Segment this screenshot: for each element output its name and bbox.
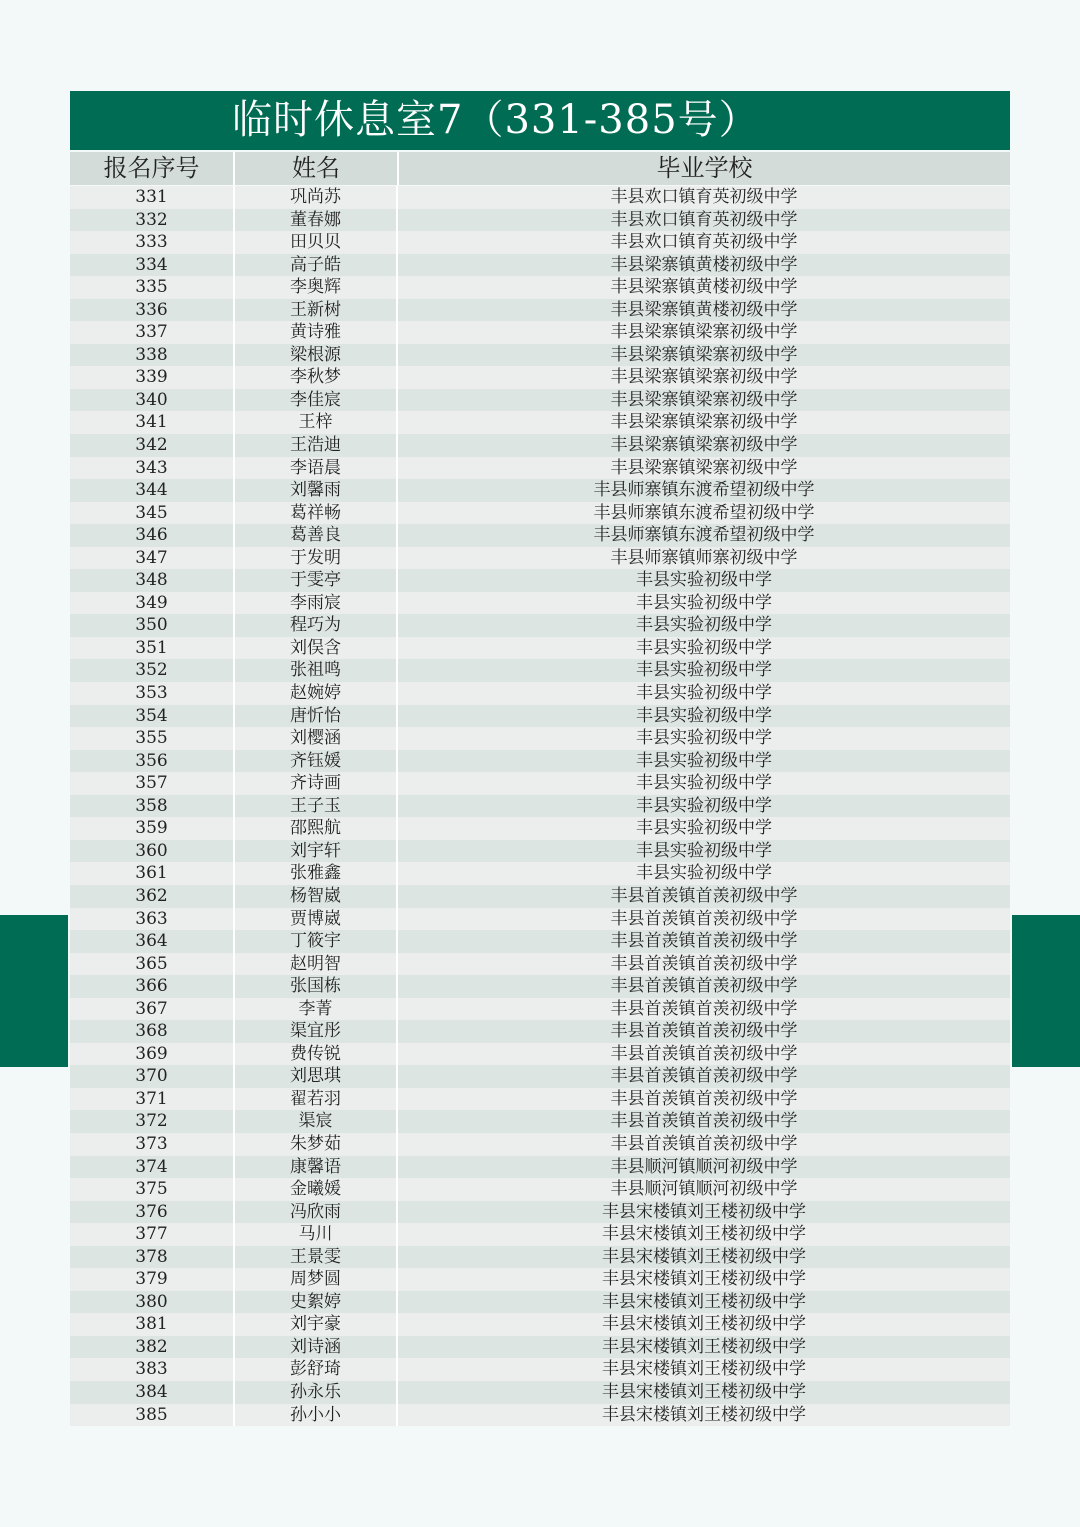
registration-number-cell: 350 (70, 614, 233, 637)
student-name-cell: 渠宸 (233, 1110, 396, 1133)
registration-number-cell: 362 (70, 885, 233, 908)
table-row (70, 1246, 1010, 1269)
student-name-cell: 康馨语 (233, 1156, 396, 1179)
student-name-cell: 彭舒琦 (233, 1358, 396, 1381)
school-cell: 丰县欢口镇育英初级中学 (396, 231, 1010, 254)
registration-number-cell: 341 (70, 411, 233, 434)
table-row (70, 547, 1010, 570)
student-name-cell: 唐忻怡 (233, 705, 396, 728)
school-cell: 丰县宋楼镇刘王楼初级中学 (396, 1268, 1010, 1291)
registration-number-cell: 370 (70, 1065, 233, 1088)
student-name-cell: 葛善良 (233, 524, 396, 547)
table-row (70, 862, 1010, 885)
table-row (70, 705, 1010, 728)
registration-number-cell: 352 (70, 659, 233, 682)
table-row (70, 772, 1010, 795)
registration-number-cell: 361 (70, 862, 233, 885)
school-cell: 丰县宋楼镇刘王楼初级中学 (396, 1404, 1010, 1427)
table-row (70, 1065, 1010, 1088)
school-cell: 丰县顺河镇顺河初级中学 (396, 1178, 1010, 1201)
registration-number-cell: 383 (70, 1358, 233, 1381)
school-cell: 丰县梁寨镇梁寨初级中学 (396, 344, 1010, 367)
registration-number-cell: 346 (70, 524, 233, 547)
school-cell: 丰县欢口镇育英初级中学 (396, 209, 1010, 232)
school-cell: 丰县实验初级中学 (396, 750, 1010, 773)
registration-number-cell: 374 (70, 1156, 233, 1179)
table-row (70, 1110, 1010, 1133)
school-cell: 丰县实验初级中学 (396, 592, 1010, 615)
student-name-cell: 于发明 (233, 547, 396, 570)
table-row (70, 1201, 1010, 1224)
school-cell: 丰县宋楼镇刘王楼初级中学 (396, 1358, 1010, 1381)
student-name-cell: 于雯亭 (233, 569, 396, 592)
school-cell: 丰县实验初级中学 (396, 772, 1010, 795)
school-cell: 丰县首羡镇首羡初级中学 (396, 930, 1010, 953)
registration-number-cell: 363 (70, 908, 233, 931)
registration-number-cell: 360 (70, 840, 233, 863)
school-cell: 丰县梁寨镇梁寨初级中学 (396, 457, 1010, 480)
table-row (70, 1156, 1010, 1179)
registration-number-cell: 331 (70, 186, 233, 209)
table-row (70, 502, 1010, 525)
school-cell: 丰县梁寨镇梁寨初级中学 (396, 366, 1010, 389)
registration-number-cell: 345 (70, 502, 233, 525)
table-row (70, 637, 1010, 660)
student-name-cell: 李佳宸 (233, 389, 396, 412)
table-row (70, 186, 1010, 209)
table-row (70, 209, 1010, 232)
table-row (70, 1088, 1010, 1111)
table-row (70, 592, 1010, 615)
registration-number-cell: 347 (70, 547, 233, 570)
registration-number-cell: 378 (70, 1246, 233, 1269)
registration-number-cell: 364 (70, 930, 233, 953)
registration-number-cell: 357 (70, 772, 233, 795)
school-cell: 丰县首羡镇首羡初级中学 (396, 1088, 1010, 1111)
student-name-cell: 王浩迪 (233, 434, 396, 457)
registration-number-cell: 380 (70, 1291, 233, 1314)
student-name-cell: 丁筱宇 (233, 930, 396, 953)
table-row (70, 366, 1010, 389)
student-name-cell: 渠宜彤 (233, 1020, 396, 1043)
registration-number-cell: 359 (70, 817, 233, 840)
student-name-cell: 史絮婷 (233, 1291, 396, 1314)
table-row (70, 1178, 1010, 1201)
registration-number-cell: 349 (70, 592, 233, 615)
school-cell: 丰县宋楼镇刘王楼初级中学 (396, 1291, 1010, 1314)
registration-number-cell: 375 (70, 1178, 233, 1201)
student-name-cell: 黄诗雅 (233, 321, 396, 344)
registration-number-cell: 382 (70, 1336, 233, 1359)
school-cell: 丰县首羡镇首羡初级中学 (396, 885, 1010, 908)
registration-number-cell: 373 (70, 1133, 233, 1156)
table-row (70, 840, 1010, 863)
registration-number-cell: 338 (70, 344, 233, 367)
registration-number-cell: 336 (70, 299, 233, 322)
table-row (70, 389, 1010, 412)
header-registration-number: 报名序号 (70, 152, 233, 185)
table-row (70, 1043, 1010, 1066)
school-cell: 丰县宋楼镇刘王楼初级中学 (396, 1246, 1010, 1269)
school-cell: 丰县宋楼镇刘王楼初级中学 (396, 1313, 1010, 1336)
student-name-cell: 冯欣雨 (233, 1201, 396, 1224)
registration-number-cell: 355 (70, 727, 233, 750)
registration-number-cell: 367 (70, 998, 233, 1021)
school-cell: 丰县师寨镇东渡希望初级中学 (396, 502, 1010, 525)
student-name-cell: 李菁 (233, 998, 396, 1021)
school-cell: 丰县首羡镇首羡初级中学 (396, 998, 1010, 1021)
student-name-cell: 刘思琪 (233, 1065, 396, 1088)
table-row (70, 975, 1010, 998)
school-cell: 丰县梁寨镇梁寨初级中学 (396, 321, 1010, 344)
table-row (70, 321, 1010, 344)
student-name-cell: 张祖鸣 (233, 659, 396, 682)
student-name-cell: 周梦圆 (233, 1268, 396, 1291)
table-row (70, 817, 1010, 840)
table-row (70, 795, 1010, 818)
table-row (70, 479, 1010, 502)
table-row (70, 1404, 1010, 1427)
student-name-cell: 贾博崴 (233, 908, 396, 931)
table-row (70, 411, 1010, 434)
table-row (70, 344, 1010, 367)
registration-number-cell: 379 (70, 1268, 233, 1291)
student-name-cell: 高子皓 (233, 254, 396, 277)
school-cell: 丰县梁寨镇黄楼初级中学 (396, 254, 1010, 277)
student-name-cell: 刘宇豪 (233, 1313, 396, 1336)
table-row (70, 524, 1010, 547)
student-name-cell: 孙小小 (233, 1404, 396, 1427)
school-cell: 丰县梁寨镇梁寨初级中学 (396, 434, 1010, 457)
table-row (70, 750, 1010, 773)
roster-sheet (70, 91, 1010, 1426)
school-cell: 丰县梁寨镇黄楼初级中学 (396, 276, 1010, 299)
school-cell: 丰县首羡镇首羡初级中学 (396, 908, 1010, 931)
student-name-cell: 齐钰媛 (233, 750, 396, 773)
student-name-cell: 田贝贝 (233, 231, 396, 254)
school-cell: 丰县实验初级中学 (396, 682, 1010, 705)
student-name-cell: 杨智崴 (233, 885, 396, 908)
table-row (70, 727, 1010, 750)
school-cell: 丰县师寨镇东渡希望初级中学 (396, 479, 1010, 502)
header-school: 毕业学校 (399, 152, 1010, 185)
student-name-cell: 巩尚苏 (233, 186, 396, 209)
student-name-cell: 刘俣含 (233, 637, 396, 660)
student-name-cell: 王景雯 (233, 1246, 396, 1269)
school-cell: 丰县首羡镇首羡初级中学 (396, 1065, 1010, 1088)
registration-number-cell: 337 (70, 321, 233, 344)
header-name: 姓名 (235, 152, 397, 185)
student-name-cell: 齐诗画 (233, 772, 396, 795)
school-cell: 丰县实验初级中学 (396, 795, 1010, 818)
student-name-cell: 梁根源 (233, 344, 396, 367)
registration-number-cell: 354 (70, 705, 233, 728)
school-cell: 丰县欢口镇育英初级中学 (396, 186, 1010, 209)
table-row (70, 569, 1010, 592)
table-row (70, 930, 1010, 953)
table-row (70, 614, 1010, 637)
student-name-cell: 翟若羽 (233, 1088, 396, 1111)
table-row (70, 1223, 1010, 1246)
table-row (70, 457, 1010, 480)
table-row (70, 1020, 1010, 1043)
school-cell: 丰县实验初级中学 (396, 637, 1010, 660)
student-name-cell: 李雨宸 (233, 592, 396, 615)
table-row (70, 231, 1010, 254)
student-name-cell: 王梓 (233, 411, 396, 434)
registration-number-cell: 333 (70, 231, 233, 254)
school-cell: 丰县首羡镇首羡初级中学 (396, 1020, 1010, 1043)
school-cell: 丰县实验初级中学 (396, 727, 1010, 750)
table-body (70, 186, 1010, 1426)
table-row (70, 659, 1010, 682)
table-row (70, 908, 1010, 931)
registration-number-cell: 343 (70, 457, 233, 480)
left-decor-band (0, 915, 68, 1067)
student-name-cell: 赵婉婷 (233, 682, 396, 705)
table-row (70, 1336, 1010, 1359)
registration-number-cell: 334 (70, 254, 233, 277)
student-name-cell: 王新树 (233, 299, 396, 322)
table-row (70, 1291, 1010, 1314)
school-cell: 丰县宋楼镇刘王楼初级中学 (396, 1201, 1010, 1224)
table-row (70, 953, 1010, 976)
registration-number-cell: 332 (70, 209, 233, 232)
registration-number-cell: 371 (70, 1088, 233, 1111)
registration-number-cell: 344 (70, 479, 233, 502)
school-cell: 丰县首羡镇首羡初级中学 (396, 1133, 1010, 1156)
registration-number-cell: 365 (70, 953, 233, 976)
table-row (70, 434, 1010, 457)
student-name-cell: 刘馨雨 (233, 479, 396, 502)
table-row (70, 885, 1010, 908)
school-cell: 丰县宋楼镇刘王楼初级中学 (396, 1223, 1010, 1246)
registration-number-cell: 353 (70, 682, 233, 705)
student-name-cell: 赵明智 (233, 953, 396, 976)
school-cell: 丰县顺河镇顺河初级中学 (396, 1156, 1010, 1179)
registration-number-cell: 377 (70, 1223, 233, 1246)
student-name-cell: 王子玉 (233, 795, 396, 818)
registration-number-cell: 385 (70, 1404, 233, 1427)
table-row (70, 682, 1010, 705)
table-header (70, 152, 1010, 185)
table-row (70, 254, 1010, 277)
school-cell: 丰县实验初级中学 (396, 614, 1010, 637)
student-name-cell: 董春娜 (233, 209, 396, 232)
registration-number-cell: 369 (70, 1043, 233, 1066)
student-name-cell: 马川 (233, 1223, 396, 1246)
student-name-cell: 张雅鑫 (233, 862, 396, 885)
school-cell: 丰县实验初级中学 (396, 840, 1010, 863)
school-cell: 丰县实验初级中学 (396, 862, 1010, 885)
school-cell: 丰县实验初级中学 (396, 659, 1010, 682)
student-name-cell: 葛祥畅 (233, 502, 396, 525)
table-row (70, 299, 1010, 322)
table-row (70, 1133, 1010, 1156)
student-name-cell: 李语晨 (233, 457, 396, 480)
registration-number-cell: 356 (70, 750, 233, 773)
school-cell: 丰县实验初级中学 (396, 569, 1010, 592)
table-row (70, 1358, 1010, 1381)
registration-number-cell: 340 (70, 389, 233, 412)
student-name-cell: 邵熙航 (233, 817, 396, 840)
school-cell: 丰县宋楼镇刘王楼初级中学 (396, 1336, 1010, 1359)
student-name-cell: 程巧为 (233, 614, 396, 637)
school-cell: 丰县首羡镇首羡初级中学 (396, 1110, 1010, 1133)
school-cell: 丰县宋楼镇刘王楼初级中学 (396, 1381, 1010, 1404)
table-row (70, 276, 1010, 299)
school-cell: 丰县梁寨镇黄楼初级中学 (396, 299, 1010, 322)
registration-number-cell: 376 (70, 1201, 233, 1224)
student-name-cell: 李奥辉 (233, 276, 396, 299)
right-decor-band (1012, 915, 1080, 1067)
student-name-cell: 刘宇轩 (233, 840, 396, 863)
school-cell: 丰县首羡镇首羡初级中学 (396, 975, 1010, 998)
student-name-cell: 孙永乐 (233, 1381, 396, 1404)
school-cell: 丰县师寨镇东渡希望初级中学 (396, 524, 1010, 547)
table-row (70, 1268, 1010, 1291)
registration-number-cell: 339 (70, 366, 233, 389)
table-row (70, 998, 1010, 1021)
school-cell: 丰县师寨镇师寨初级中学 (396, 547, 1010, 570)
student-name-cell: 李秋梦 (233, 366, 396, 389)
school-cell: 丰县首羡镇首羡初级中学 (396, 953, 1010, 976)
student-name-cell: 刘樱涵 (233, 727, 396, 750)
registration-number-cell: 368 (70, 1020, 233, 1043)
registration-number-cell: 366 (70, 975, 233, 998)
registration-number-cell: 348 (70, 569, 233, 592)
registration-number-cell: 381 (70, 1313, 233, 1336)
school-cell: 丰县梁寨镇梁寨初级中学 (396, 389, 1010, 412)
student-name-cell: 张国栋 (233, 975, 396, 998)
school-cell: 丰县实验初级中学 (396, 817, 1010, 840)
registration-number-cell: 351 (70, 637, 233, 660)
student-name-cell: 朱梦茹 (233, 1133, 396, 1156)
student-name-cell: 金曦媛 (233, 1178, 396, 1201)
student-name-cell: 刘诗涵 (233, 1336, 396, 1359)
page-title: 临时休息室7（331-385号） (70, 91, 1010, 150)
registration-number-cell: 335 (70, 276, 233, 299)
registration-number-cell: 358 (70, 795, 233, 818)
registration-number-cell: 384 (70, 1381, 233, 1404)
registration-number-cell: 372 (70, 1110, 233, 1133)
school-cell: 丰县梁寨镇梁寨初级中学 (396, 411, 1010, 434)
registration-number-cell: 342 (70, 434, 233, 457)
student-name-cell: 费传锐 (233, 1043, 396, 1066)
table-row (70, 1381, 1010, 1404)
school-cell: 丰县实验初级中学 (396, 705, 1010, 728)
school-cell: 丰县首羡镇首羡初级中学 (396, 1043, 1010, 1066)
table-row (70, 1313, 1010, 1336)
